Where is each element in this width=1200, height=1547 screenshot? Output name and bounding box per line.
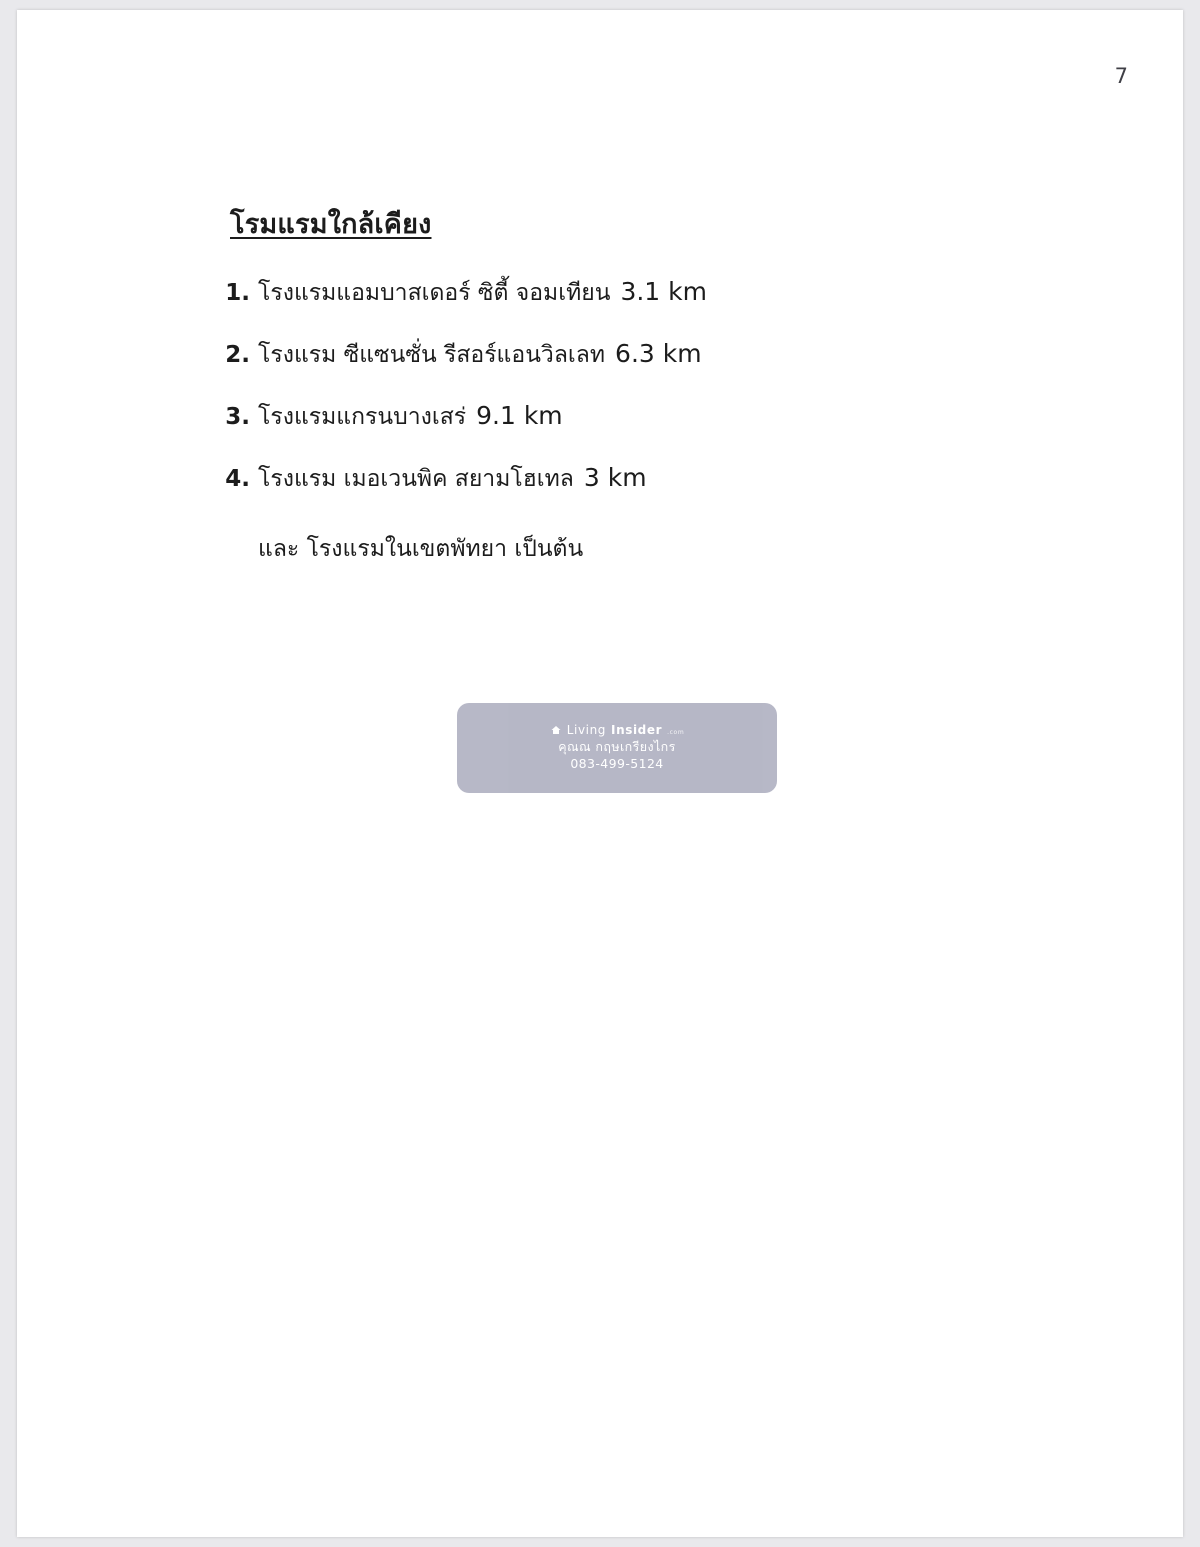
list-item-distance: 9.1 km (476, 401, 563, 430)
list-item-distance: 3 km (583, 463, 647, 492)
watermark-brand-bold: Insider (611, 723, 663, 738)
watermark-brand-suffix: .com (667, 729, 685, 737)
watermark-contact-phone: 083-499-5124 (570, 756, 664, 771)
page-title: โรมแรมใกล้เคียง (230, 209, 432, 240)
list-footnote: และ โรงแรมในเขตพัทยา เป็นต้น (258, 536, 584, 562)
watermark-brand-light: Living (566, 723, 607, 738)
list-item-name: โรงแรม ซีแซนซั่น รีสอร์แอนวิลเลท (258, 342, 606, 368)
watermark-overlay (457, 703, 777, 793)
watermark-contact-name: คุณณ กฤษเกรียงไกร (558, 739, 676, 755)
list-item-index: 2. (225, 342, 250, 368)
list-item-index: 1. (225, 280, 250, 306)
list-item (212, 399, 1032, 435)
list-item-distance: 6.3 km (615, 339, 702, 368)
page-content (212, 202, 1032, 567)
list-item-index: 3. (225, 404, 250, 430)
page-number: 7 (1114, 64, 1128, 88)
list-item-name: โรงแรมแกรนบางเสร่ (258, 404, 467, 430)
list-item-distance: 3.1 km (620, 277, 707, 306)
list-item-name: โรงแรม เมอเวนพิค สยามโฮเทล (258, 466, 574, 492)
list-item-index: 4. (225, 466, 250, 492)
list-item (212, 275, 1032, 311)
list-item-name: โรงแรมแอมบาสเดอร์ ซิตี้ จอมเทียน (258, 280, 611, 306)
document-page (17, 10, 1183, 1537)
list-item (212, 461, 1032, 497)
nearby-hotels-list (212, 275, 1032, 497)
watermark-brand (550, 723, 685, 737)
list-item (212, 337, 1032, 373)
house-logo-icon (550, 724, 562, 736)
